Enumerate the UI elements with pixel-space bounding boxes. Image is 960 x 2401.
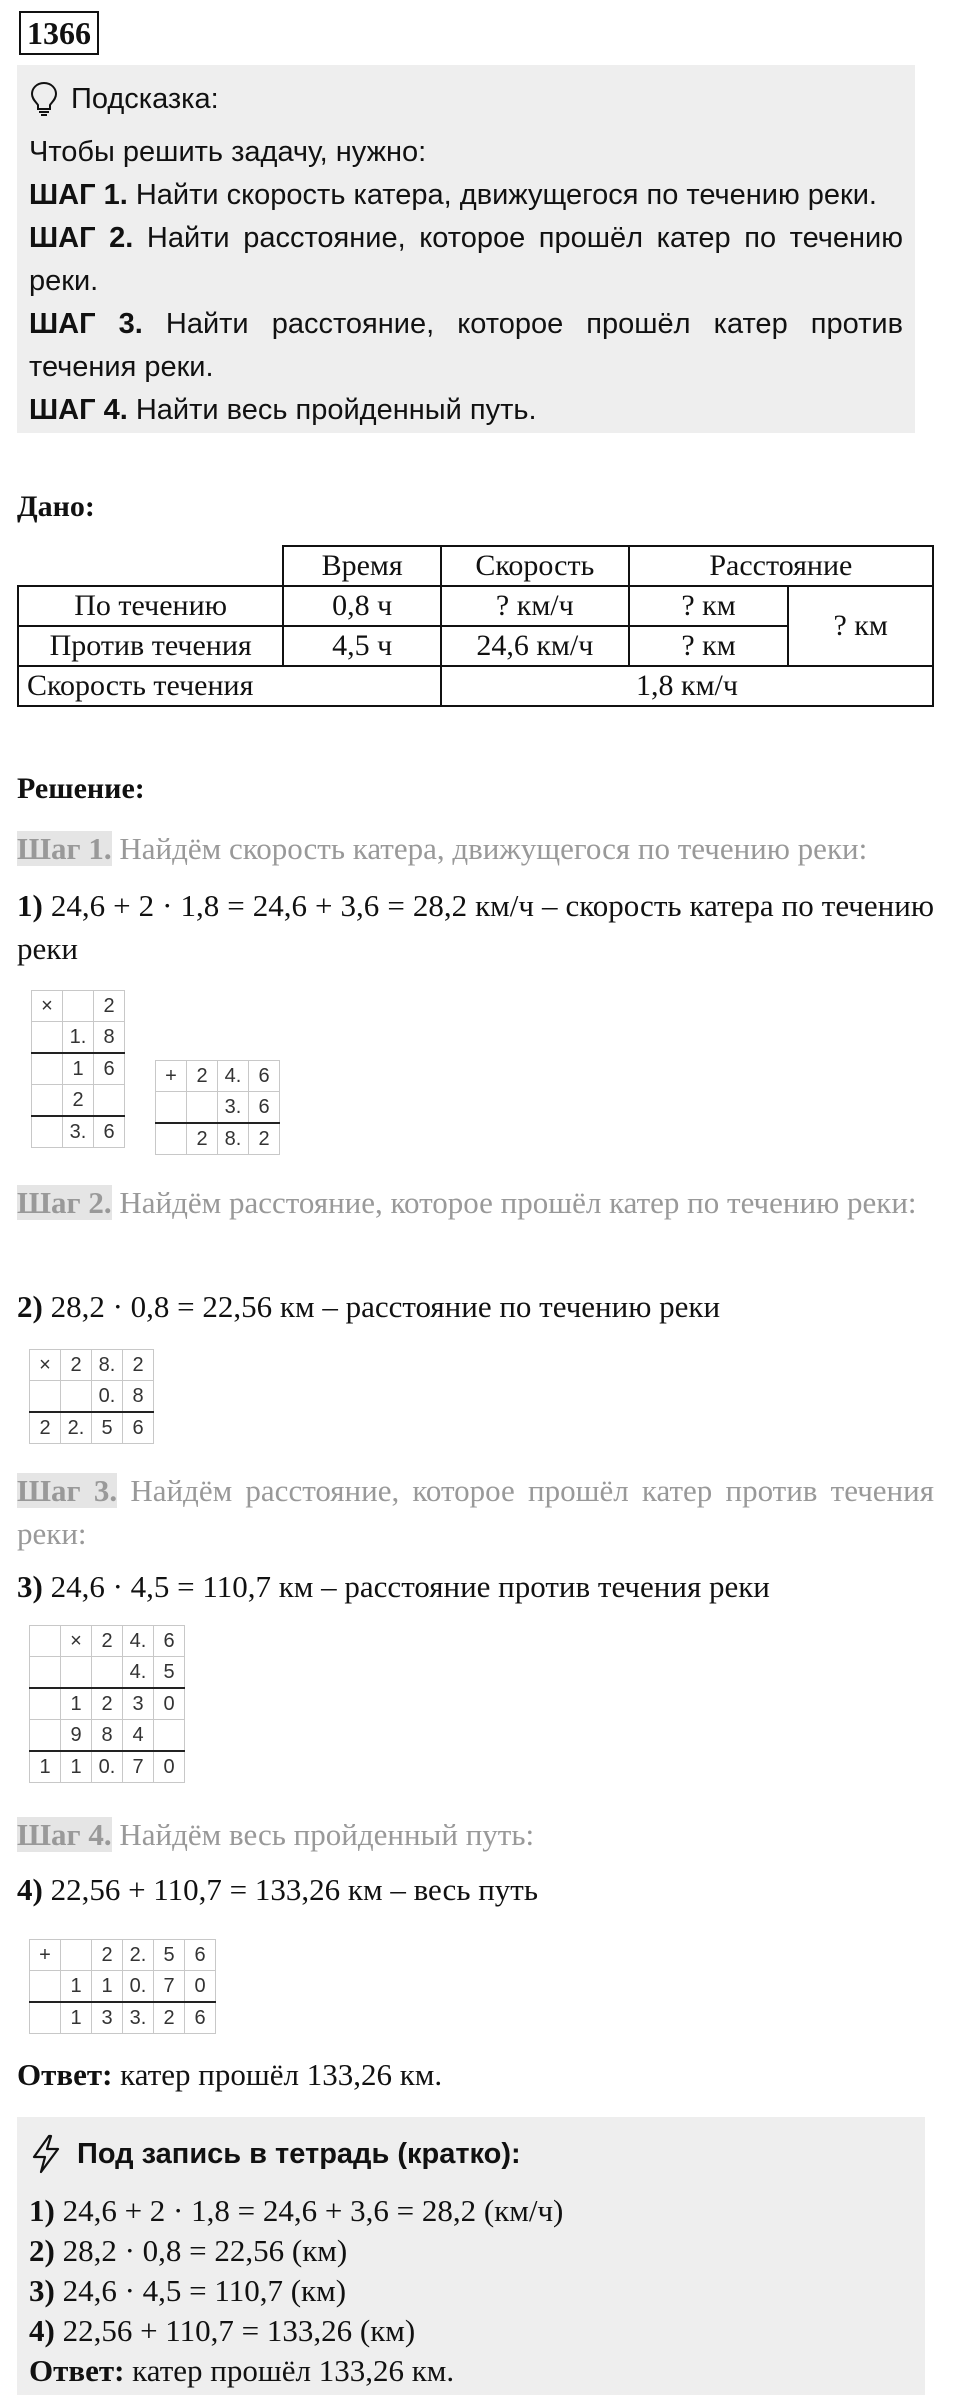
calc-digit [32, 1116, 63, 1148]
column-calc-mul-1 [31, 990, 125, 1148]
calc-row [30, 1720, 185, 1752]
calc-digit: 3 [123, 1688, 154, 1720]
step-text: Найдём расстояние, которое прошёл катер против течения реки: [17, 1473, 934, 1551]
lightning-icon [29, 2134, 63, 2174]
table-cell [18, 546, 283, 586]
calc-digit [30, 1688, 61, 1720]
table-cell: ? км [629, 626, 789, 666]
calc-digit: 0 [185, 1971, 216, 2003]
task-number: 1366 [19, 11, 99, 55]
calc-digit: 4. [123, 1626, 154, 1657]
step-label: Шаг 4. [17, 1817, 112, 1852]
calc-row [32, 991, 125, 1022]
calc-digit [63, 991, 94, 1022]
calc-row [30, 2002, 216, 2034]
calc-digit: 3 [92, 2002, 123, 2034]
hint-step-3 [29, 303, 903, 389]
calc-digit: 1 [92, 1971, 123, 2003]
calc-digit [61, 1940, 92, 1971]
hint-step-4 [29, 389, 903, 432]
calc-digit: 8. [218, 1123, 249, 1155]
answer-label: Ответ: [17, 2057, 113, 2092]
calc-row [156, 1123, 280, 1155]
hint-header [29, 71, 219, 127]
calc-digit: 2 [30, 1412, 61, 1444]
hint-step-text: Найти расстояние, которое прошёл катер по течению реки. [29, 222, 903, 297]
table-cell: ? км/ч [441, 586, 629, 626]
calc-row [156, 1092, 280, 1124]
given-title: Дано: [17, 490, 95, 523]
calc-row [32, 1053, 125, 1085]
calc-digit: 3. [63, 1116, 94, 1148]
table-cell: 1,8 км/ч [441, 666, 933, 706]
calc-digit: 1 [63, 1053, 94, 1085]
calc-digit: 2 [92, 1940, 123, 1971]
calc-digit: 2 [187, 1061, 218, 1092]
column-calc-mul-3 [29, 1625, 185, 1783]
calc-digit: 1 [30, 1751, 61, 1783]
calc-row [30, 1971, 216, 2003]
calc-digit [154, 1720, 185, 1752]
given-table [17, 545, 934, 707]
step-heading [17, 1813, 934, 1856]
notes-line [29, 2271, 563, 2311]
calc-row [30, 1657, 185, 1689]
step-number: 4) [17, 1872, 43, 1907]
calc-digit [92, 1657, 123, 1689]
calc-digit [30, 1381, 61, 1413]
step-heading [17, 827, 934, 870]
calc-digit: 3. [123, 2002, 154, 2034]
calc-digit: 0 [154, 1751, 185, 1783]
solution-line [17, 884, 934, 970]
calc-digit: 1. [63, 1022, 94, 1054]
calc-digit: 1 [61, 1688, 92, 1720]
table-row [18, 586, 933, 626]
calc-digit [30, 1720, 61, 1752]
row-label: По течению [18, 586, 283, 626]
calc-digit [32, 1022, 63, 1054]
step-heading [17, 1181, 934, 1224]
hint-body [29, 131, 903, 432]
notes-line [29, 2191, 563, 2231]
calc-digit: 3. [218, 1092, 249, 1124]
calc-digit: 6 [94, 1116, 125, 1148]
row-label: Скорость течения [18, 666, 441, 706]
notes-line [29, 2311, 563, 2351]
notes-line-text: 22,56 + 110,7 = 133,26 (км) [54, 2313, 416, 2348]
calc-digit: 8. [92, 1350, 123, 1381]
calc-digit [61, 1381, 92, 1413]
calc-digit: 6 [249, 1092, 280, 1124]
calc-digit [187, 1092, 218, 1124]
step-label: Шаг 1. [17, 831, 112, 866]
calc-digit [156, 1092, 187, 1124]
calc-row [32, 1085, 125, 1117]
calc-digit: 7 [154, 1971, 185, 2003]
calc-digit: 8 [123, 1381, 154, 1413]
header-time: Время [283, 546, 441, 586]
calc-digit [61, 1657, 92, 1689]
calc-digit: 4. [123, 1657, 154, 1689]
solution-line [17, 1868, 934, 1911]
calc-digit: 5 [154, 1940, 185, 1971]
hint-step-1 [29, 174, 903, 217]
step-text: Найдём расстояние, которое прошёл катер по течению реки: [111, 1185, 917, 1220]
calc-digit: 2 [92, 1626, 123, 1657]
row-label: Против течения [18, 626, 283, 666]
calc-digit: 2 [154, 2002, 185, 2034]
table-cell: 0,8 ч [283, 586, 441, 626]
step-number: 2) [17, 1289, 43, 1324]
hint-step-label: ШАГ 4. [29, 394, 128, 426]
table-row [18, 546, 933, 586]
calc-digit: 6 [154, 1626, 185, 1657]
calc-digit: 0. [92, 1381, 123, 1413]
hint-step-label: ШАГ 3. [29, 308, 143, 340]
calc-digit: × [32, 991, 63, 1022]
calc-digit [30, 1626, 61, 1657]
calc-row [30, 1381, 154, 1413]
calc-digit [94, 1085, 125, 1117]
calc-digit: 2 [63, 1085, 94, 1117]
calc-digit: 6 [185, 1940, 216, 1971]
step-number: 1) [17, 888, 43, 923]
step-text: Найдём скорость катера, движущегося по течению реки: [111, 831, 868, 866]
hint-box [17, 65, 915, 433]
calc-digit: 2 [61, 1350, 92, 1381]
calc-digit [32, 1085, 63, 1117]
calc-row [30, 1626, 185, 1657]
lightbulb-icon [29, 80, 59, 118]
hint-intro: Чтобы решить задачу, нужно: [29, 136, 427, 168]
notes-line-number: 3) [29, 2273, 55, 2308]
calc-row [30, 1940, 216, 1971]
calc-digit: 6 [249, 1061, 280, 1092]
table-row [18, 666, 933, 706]
notes-answer-label: Ответ: [29, 2353, 125, 2388]
header-speed: Скорость [441, 546, 629, 586]
calc-digit: 2 [249, 1123, 280, 1155]
calc-digit: 5 [154, 1657, 185, 1689]
calc-digit: 2 [92, 1688, 123, 1720]
total-distance-cell: ? км [788, 586, 933, 666]
column-calc-add-2 [29, 1939, 216, 2034]
calc-digit [156, 1123, 187, 1155]
calc-digit: 8 [92, 1720, 123, 1752]
calc-digit: + [30, 1940, 61, 1971]
calc-row [30, 1350, 154, 1381]
calc-row [30, 1751, 185, 1783]
table-cell: ? км [629, 586, 789, 626]
answer-text: катер прошёл 133,26 км. [112, 2057, 443, 2092]
calc-digit: 1 [61, 1751, 92, 1783]
calc-digit: × [61, 1626, 92, 1657]
step-label: Шаг 2. [17, 1185, 112, 1220]
step-expression: 22,56 + 110,7 = 133,26 км – весь путь [42, 1872, 538, 1907]
calc-digit: 0 [154, 1688, 185, 1720]
answer-line [17, 2057, 442, 2093]
calc-row [156, 1061, 280, 1092]
calc-digit: + [156, 1061, 187, 1092]
step-label: Шаг 3. [17, 1473, 118, 1508]
step-expression: 24,6 + 2 · 1,8 = 24,6 + 3,6 = 28,2 км/ч – скорость катера по течению реки [17, 888, 934, 966]
calc-digit: 9 [61, 1720, 92, 1752]
step-heading [17, 1469, 934, 1555]
calc-digit: 6 [123, 1412, 154, 1444]
calc-digit [32, 1053, 63, 1085]
notes-answer [29, 2351, 563, 2391]
notes-line-number: 4) [29, 2313, 55, 2348]
calc-digit: 4 [123, 1720, 154, 1752]
calc-digit: 7 [123, 1751, 154, 1783]
notes-line-text: 28,2 · 0,8 = 22,56 (км) [54, 2233, 348, 2268]
hint-step-text: Найти скорость катера, движущегося по течению реки. [127, 179, 877, 211]
hint-step-label: ШАГ 1. [29, 179, 128, 211]
calc-row [32, 1116, 125, 1148]
header-distance: Расстояние [629, 546, 933, 586]
step-expression: 28,2 · 0,8 = 22,56 км – расстояние по течению реки [42, 1289, 721, 1324]
calc-digit: 6 [94, 1053, 125, 1085]
hint-step-label: ШАГ 2. [29, 222, 134, 254]
solution-line [17, 1565, 934, 1608]
notes-line-text: 24,6 + 2 · 1,8 = 24,6 + 3,6 = 28,2 (км/ч) [54, 2193, 564, 2228]
column-calc-mul-2 [29, 1349, 154, 1444]
calc-digit: 2 [123, 1350, 154, 1381]
notes-header [29, 2129, 521, 2179]
notes-title: Под запись в тетрадь (кратко): [77, 2137, 521, 2170]
calc-digit: × [30, 1350, 61, 1381]
step-number: 3) [17, 1569, 43, 1604]
calc-digit: 5 [92, 1412, 123, 1444]
calc-digit: 0. [123, 1971, 154, 2003]
column-calc-add-1 [155, 1060, 280, 1155]
hint-step-text: Найти расстояние, которое прошёл катер против течения реки. [29, 308, 903, 383]
hint-title: Подсказка: [71, 82, 219, 115]
calc-digit: 4. [218, 1061, 249, 1092]
calc-digit: 2. [61, 1412, 92, 1444]
solution-title: Решение: [17, 772, 145, 805]
notes-box [17, 2117, 925, 2395]
calc-digit: 8 [94, 1022, 125, 1054]
notes-line-text: 24,6 · 4,5 = 110,7 (км) [54, 2273, 347, 2308]
table-cell: 4,5 ч [283, 626, 441, 666]
hint-step-text: Найти весь пройденный путь. [127, 394, 537, 426]
notes-line [29, 2231, 563, 2271]
calc-row [30, 1412, 154, 1444]
solution-line [17, 1285, 934, 1328]
calc-digit: 1 [61, 2002, 92, 2034]
step-text: Найдём весь пройденный путь: [111, 1817, 535, 1852]
calc-digit [30, 1657, 61, 1689]
calc-digit: 0. [92, 1751, 123, 1783]
notes-line-number: 2) [29, 2233, 55, 2268]
calc-digit: 6 [185, 2002, 216, 2034]
table-cell: 24,6 км/ч [441, 626, 629, 666]
calc-digit: 2 [187, 1123, 218, 1155]
calc-digit: 2. [123, 1940, 154, 1971]
calc-row [30, 1688, 185, 1720]
notes-body [29, 2191, 563, 2391]
calc-digit [30, 2002, 61, 2034]
calc-digit: 1 [61, 1971, 92, 2003]
calc-digit [30, 1971, 61, 2003]
hint-step-2 [29, 217, 903, 303]
step-expression: 24,6 · 4,5 = 110,7 км – расстояние против течения реки [42, 1569, 770, 1604]
notes-answer-text: катер прошёл 133,26 км. [124, 2353, 455, 2388]
calc-row [32, 1022, 125, 1054]
calc-digit: 2 [94, 991, 125, 1022]
notes-line-number: 1) [29, 2193, 55, 2228]
